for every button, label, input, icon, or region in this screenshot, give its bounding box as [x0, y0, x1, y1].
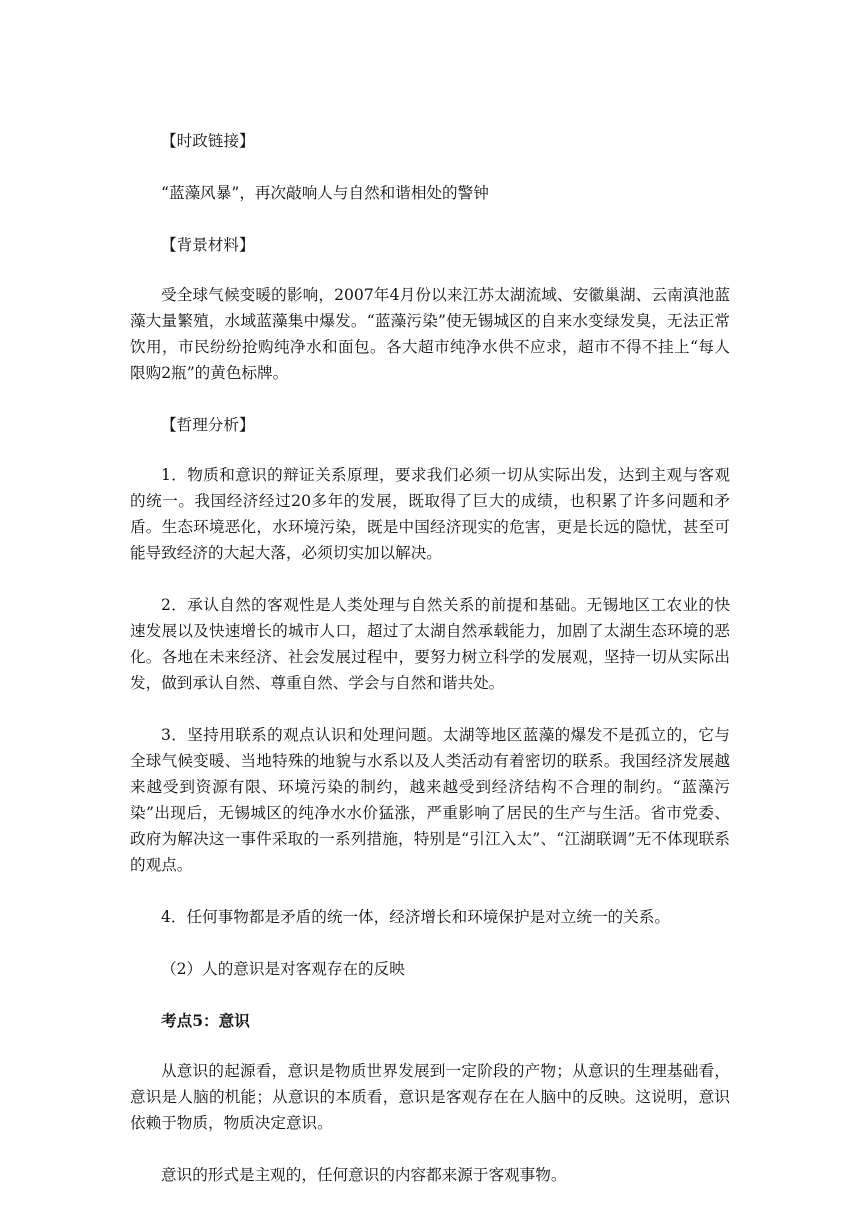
analysis-point-1: 1．物质和意识的辩证关系原理，要求我们必须一切从实际出发，达到主观与客观的统一。我国经济经过20多年的发展，既取得了巨大的成绩，也积累了许多问题和矛盾。生态环境恶化，水环境污染，既是中国经济现实的危害，更是长远的隐忧，甚至可能导致经济的大起大落，必须切实加以解决。	[130, 466, 730, 562]
consciousness-paragraph-2: 意识的形式是主观的，任何意识的内容都来源于客观事物。	[161, 1166, 567, 1184]
subsection-title: （2）人的意识是对客观存在的反映	[161, 960, 405, 978]
document-body	[130, 128, 730, 1188]
heading-analysis: 【哲理分析】	[161, 416, 255, 434]
analysis-point-4: 4．任何事物都是矛盾的统一体，经济增长和环境保护是对立统一的关系。	[161, 908, 670, 926]
consciousness-paragraph-1: 从意识的起源看，意识是物质世界发展到一定阶段的产物；从意识的生理基础看，意识是人脑的机能；从意识的本质看，意识是客观存在在人脑中的反映。这说明，意识依赖于物质，物质决定意识。	[130, 1062, 730, 1132]
heading-news: 【时政链接】	[161, 132, 255, 150]
analysis-point-3: 3．坚持用联系的观点认识和处理问题。太湖等地区蓝藻的爆发不是孤立的，它与全球气候变暖、当地特殊的地貌与水系以及人类活动有着密切的联系。我国经济发展越来越受到资源有限、环境污染的制约，越来越受到经济结构不合理的制约。“蓝藻污染”出现后，无锡城区的纯净水水价猛涨，严重影响了居民的生产与生活。省市党委、政府为解决这一事件采取的一系列措施，特别是“引江入太”、“江湖联调”无不体现联系的观点。	[130, 726, 730, 874]
heading-background: 【背景材料】	[161, 236, 255, 254]
exam-point-title: 考点5：意识	[161, 1011, 250, 1030]
news-title: “蓝藻风暴”，再次敲响人与自然和谐相处的警钟	[161, 184, 489, 202]
background-paragraph: 受全球气候变暖的影响，2007年4月份以来江苏太湖流域、安徽巢湖、云南滇池蓝藻大量繁殖，水域蓝藻集中爆发。“蓝藻污染”使无锡城区的自来水变绿发臭，无法正常饮用，市民纷纷抢购纯净水和面包。各大超市纯净水供不应求，超市不得不挂上“每人限购2瓶”的黄色标牌。	[130, 286, 730, 382]
analysis-point-2: 2．承认自然的客观性是人类处理与自然关系的前提和基础。无锡地区工农业的快速发展以及快速增长的城市人口，超过了太湖自然承载能力，加剧了太湖生态环境的恶化。各地在未来经济、社会发展过程中，要努力树立科学的发展观，坚持一切从实际出发，做到承认自然、尊重自然、学会与自然和谐共处。	[130, 596, 730, 692]
